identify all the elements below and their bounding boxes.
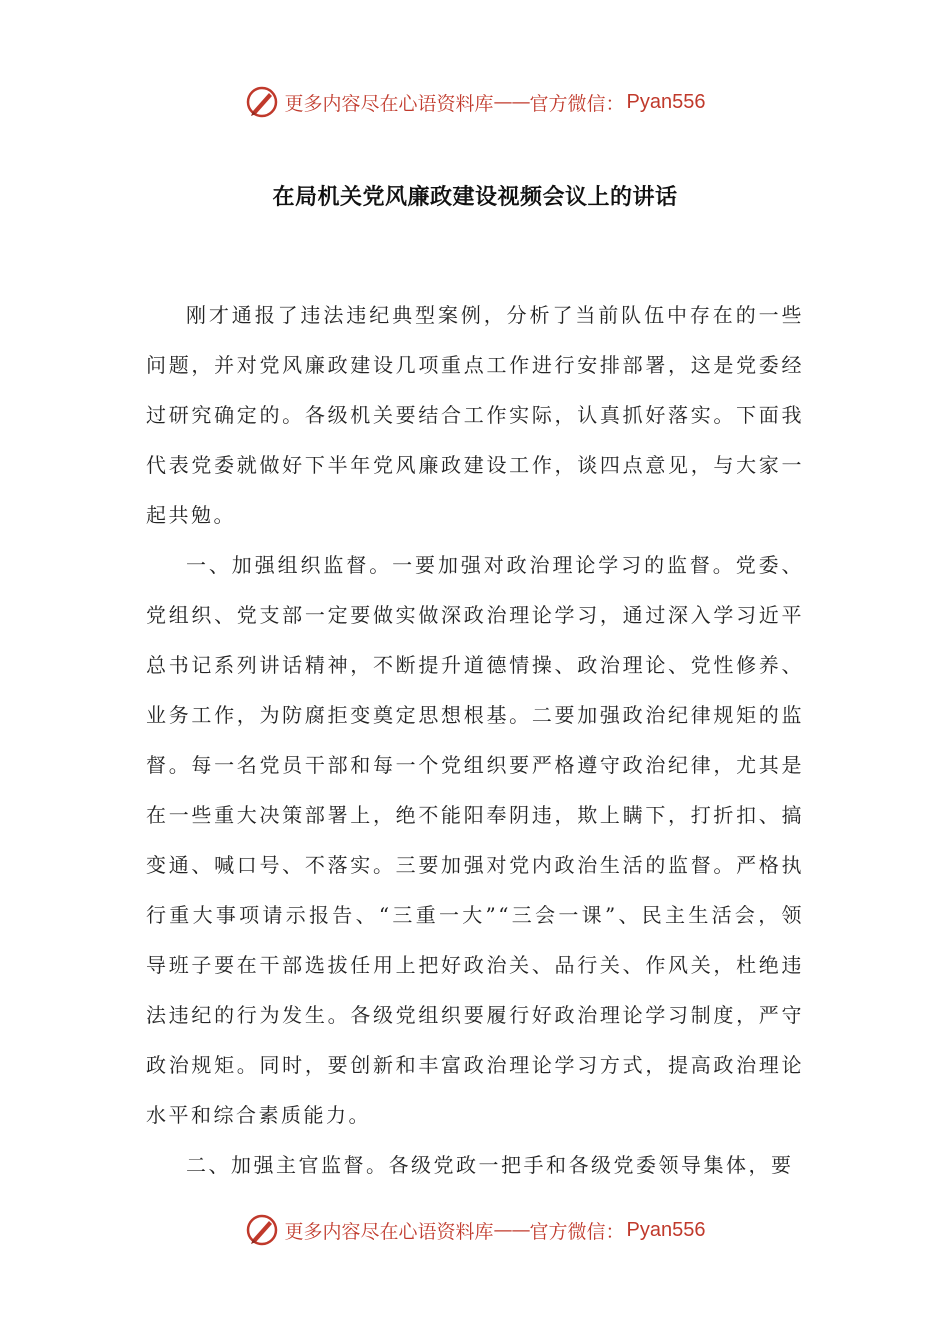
watermark-separator: —— <box>493 1219 530 1241</box>
watermark-separator: —— <box>493 91 530 113</box>
paragraph: 一、加强组织监督。一要加强对政治理论学习的监督。党委、党组织、党支部一定要做实做深政治理论学习，通过深入学习近平总书记系列讲话精神，不断提升道德情操、政治理论、党性修养、业务工作，为防腐拒变奠定思想根基。二要加强政治纪律规矩的监督。每一名党员干部和每一个党组织要严格遵守政治纪律，尤其是在一些重大决策部署上，绝不能阳奉阴违，欺上瞒下，打折扣、搞变通、喊口号、不落实。三要加强对党内政治生活的监督。严格执行重大事项请示报告、“三重一大”“三会一课”、民主生活会，领导班子要在干部选拔任用上把好政治关、品行关、作风关，杜绝违法违纪的行为发生。各级党组织要履行好政治理论学习制度，严守政治规矩。同时，要创新和丰富政治理论学习方式，提高政治理论水平和综合素质能力。 <box>146 553 804 1127</box>
footer-watermark <box>0 1210 950 1250</box>
watermark-contact-label: 官方微信： <box>529 1220 625 1243</box>
header-watermark <box>0 82 950 122</box>
pen-logo-icon <box>245 85 279 119</box>
pen-logo-icon <box>245 1213 279 1247</box>
watermark-contact-label: 官方微信： <box>529 92 625 115</box>
document-title: 在局机关党风廉政建设视频会议上的讲话 <box>272 184 678 210</box>
document-body <box>146 290 804 1190</box>
paragraph: 二、加强主官监督。各级党政一把手和各级党委领导集体，要 <box>186 1153 794 1177</box>
watermark-text: 更多内容尽在心语资料库 <box>284 92 494 115</box>
watermark-contact-id: Pyan556 <box>626 90 706 113</box>
watermark-contact-id: Pyan556 <box>626 1218 706 1241</box>
paragraph: 刚才通报了违法违纪典型案例，分析了当前队伍中存在的一些问题，并对党风廉政建设几项重点工作进行安排部署，这是党委经过研究确定的。各级机关要结合工作实际，认真抓好落实。下面我代表党委就做好下半年党风廉政建设工作，谈四点意见，与大家一起共勉。 <box>146 303 804 527</box>
watermark-text: 更多内容尽在心语资料库 <box>284 1220 494 1243</box>
